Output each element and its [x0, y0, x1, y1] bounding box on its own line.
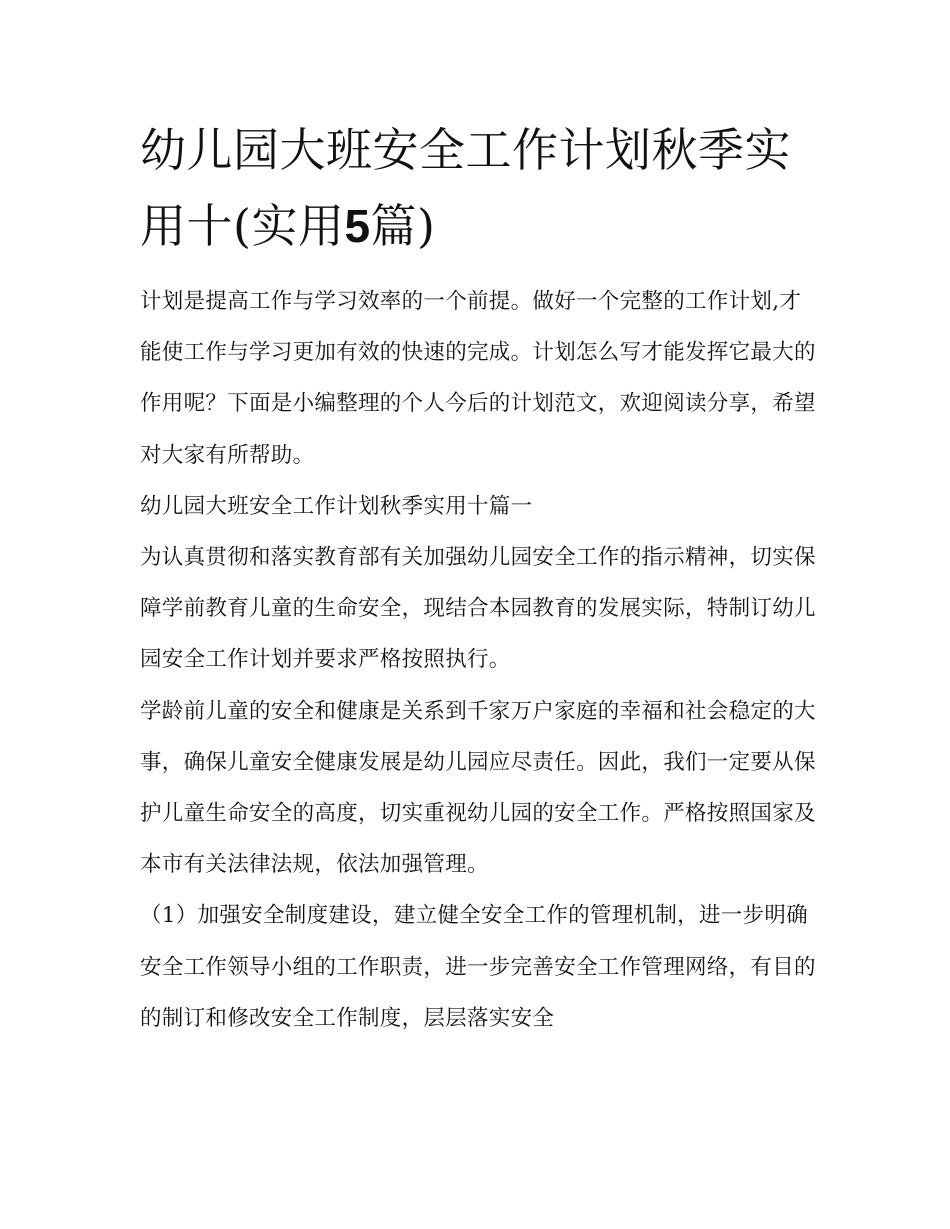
document-title: [140, 112, 820, 264]
title-number: 5: [344, 200, 371, 252]
body-paragraph: 为认真贯彻和落实教育部有关加强幼儿园安全工作的指示精神，切实保障学前教育儿童的生命安全，现结合本园教育的发展实际，特制订幼儿园安全工作计划并要求严格按照执行。: [140, 545, 816, 673]
document-body: [140, 276, 820, 1044]
body-paragraph: 学龄前儿童的安全和健康是关系到千家万户家庭的幸福和社会稳定的大事，确保儿童安全健康发展是幼儿园应尽责任。因此，我们一定要从保护儿童生命安全的高度，切实重视幼儿园的安全工作。严格按照国家及本市有关法律法规，依法加强管理。: [140, 698, 816, 878]
section-heading: 幼儿园大班安全工作计划秋季实用十篇一: [140, 493, 533, 519]
title-text-end: 篇): [370, 199, 436, 253]
title-text: 幼儿园大班安全工作计划秋季实用十(实用: [140, 123, 791, 253]
intro-paragraph: 计划是提高工作与学习效率的一个前提。做好一个完整的工作计划,才能使工作与学习更加有效的快速的完成。计划怎么写才能发挥它最大的作用呢？下面是小编整理的个人今后的计划范文，欢迎阅读分享，希望对大家有所帮助。: [140, 289, 816, 468]
list-item-paragraph: （1）加强安全制度建设，建立健全安全工作的管理机制，进一步明确安全工作领导小组的工作职责，进一步完善安全工作管理网络，有目的的制订和修改安全工作制度，层层落实安全: [140, 903, 816, 1031]
